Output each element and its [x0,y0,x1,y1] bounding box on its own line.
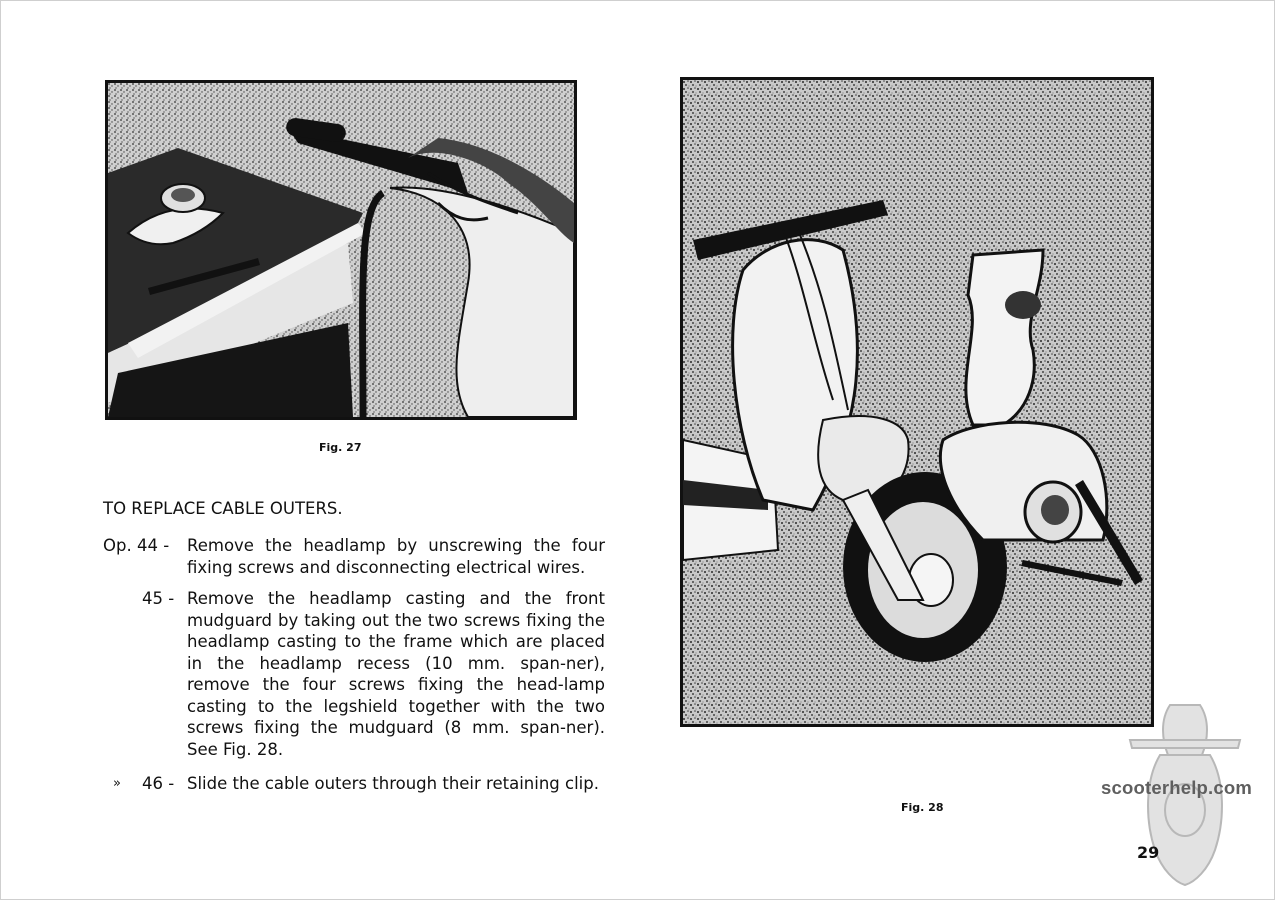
figure-27-caption: Fig. 27 [319,441,362,454]
section-title: TO REPLACE CABLE OUTERS. [103,499,343,518]
page-number: 29 [1137,843,1160,862]
operation-46-text: Slide the cable outers through their retaining clip. [187,774,599,793]
operation-44-number: Op. 44 - [103,536,170,555]
operation-46-ditto-mark: » [113,776,121,791]
operation-45-text: Remove the headlamp casting and the front mudguard by taking out the two screws fixing the headlamp casting to the frame which are placed in the headlamp recess (10 mm. span-ner), remove the four screws fixing the head-lamp casting to the legshield together with the two screws fixing the mudguard (8 mm. span-ner). See Fig. 28. [187,589,605,759]
watermark-text: scooterhelp.com [1101,777,1253,798]
operation-46-number: 46 - [142,774,175,793]
figure-28-photo [680,77,1154,727]
figure-27-photo [105,80,577,420]
operation-45-number: 45 - [142,589,175,608]
figure-28-caption: Fig. 28 [901,801,944,814]
operation-44-text: Remove the headlamp by unscrewing the four fixing screws and disconnecting electrical wires. [187,536,605,577]
